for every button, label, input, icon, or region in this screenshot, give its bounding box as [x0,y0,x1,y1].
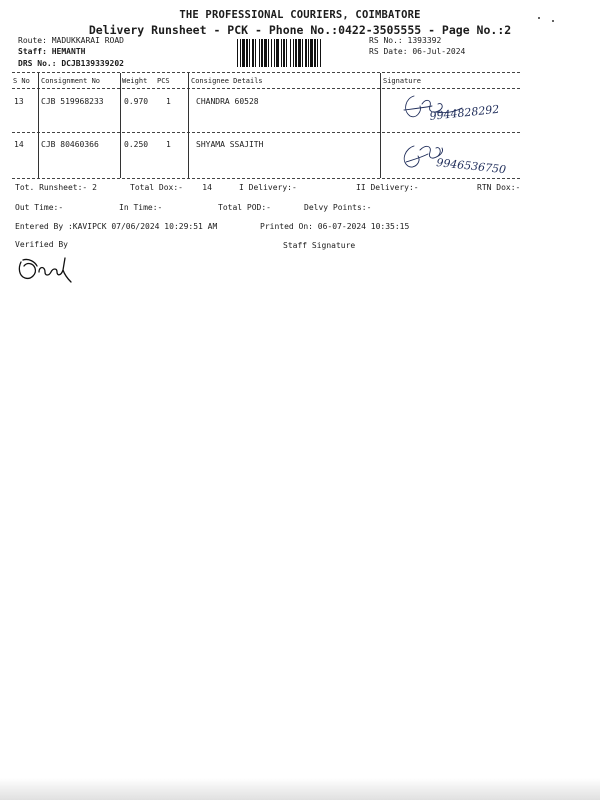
barcode-bar [283,39,285,67]
column-divider [380,73,381,178]
barcode-bar [317,39,318,67]
barcode-bar [261,39,263,67]
row-consignment: CJB 80460366 [41,140,99,149]
barcode-bar [271,39,272,67]
barcode-bar [302,39,303,67]
runsheet-title: Delivery Runsheet - PCK - Phone No.:0422-3505555 - Page No.:2 [88,23,512,37]
barcode-bar [242,39,245,67]
row-divider [12,132,520,133]
col-header-consignment: Consignment No [41,77,101,85]
barcode-bar [293,39,294,67]
barcode-bar [290,39,291,67]
column-divider [120,73,121,178]
barcode-bar [281,39,282,67]
total-dox-label: Total Dox:- [130,183,183,192]
row-weight: 0.250 [124,140,149,149]
barcode-bar [295,39,297,67]
signature-note: 9946536750 [435,156,507,177]
receiver-signature [392,88,532,130]
barcode-bar [298,39,301,67]
table-bottom-rule [12,178,520,179]
drs-value: DCJB139339202 [61,59,124,68]
i-delivery: I Delivery:- [239,183,297,192]
entered-by: Entered By :KAVIPCK 07/06/2024 10:29:51 AM [15,222,218,231]
barcode-bar [320,39,321,67]
rs-no-line [369,36,441,45]
barcode-bar [268,39,269,67]
company-title: THE PROFESSIONAL COURIERS, COIMBATORE [179,9,421,21]
row-consignee: SHYAMA SSAJITH [196,140,264,149]
column-divider [38,73,39,178]
route-line [18,36,124,45]
tot-runsheet: Tot. Runsheet:- 2 [15,183,97,192]
staff-signature-label: Staff Signature [283,241,356,250]
row-weight: 0.970 [124,97,149,106]
col-header-sno: S No [13,77,30,85]
barcode-bar [310,39,313,67]
barcode [237,39,363,67]
barcode-bar [249,39,250,67]
col-header-signature: Signature [383,77,421,85]
total-pod: Total POD:- [218,203,271,212]
out-time: Out Time:- [15,203,64,212]
in-time: In Time:- [119,203,163,212]
rs-date-line [369,47,465,56]
row-consignee: CHANDRA 60528 [196,97,259,106]
col-header-weight: Weight [122,77,148,85]
col-header-pcs: PCS [157,77,170,85]
barcode-bar [246,39,248,67]
drs-line [18,59,124,68]
staff-line [18,47,85,56]
barcode-bar [274,39,275,67]
rs-no-value: 1393392 [407,36,442,45]
ii-delivery: II Delivery:- [356,183,419,192]
total-dox-value: 14 [202,183,212,192]
scanner-shadow [0,778,600,800]
rs-date-value: 06-Jul-2024 [412,47,466,56]
barcode-bar [264,39,267,67]
route-label: Route: [18,36,47,45]
barcode-bar [305,39,307,67]
barcode-bar [240,39,241,67]
staff-value: HEMANTH [51,47,86,56]
row-sno: 13 [14,97,24,106]
receiver-signature [392,136,532,178]
barcode-bar [255,39,256,67]
staff-label: Staff: [18,47,47,56]
table-top-rule [12,72,520,73]
rs-date-label: RS Date: [369,47,408,56]
rs-no-label: RS No.: [369,36,403,45]
barcode-bar [237,39,238,67]
column-divider [188,73,189,178]
rtn-dox: RTN Dox:- [477,183,521,192]
row-sno: 14 [14,140,24,149]
row-pcs: 1 [166,140,171,149]
row-consignment: CJB 519968233 [41,97,104,106]
barcode-bar [259,39,260,67]
verifier-signature [15,250,75,284]
col-header-consignee: Consignee Details [191,77,263,85]
barcode-bar [308,39,309,67]
verified-by-label: Verified By [15,240,68,249]
barcode-bar [314,39,316,67]
row-pcs: 1 [166,97,171,106]
signature-note: 9944828292 [428,102,500,123]
drs-label: DRS No.: [18,59,57,68]
total-dox [130,183,212,192]
barcode-bar [276,39,279,67]
delvy-points: Delvy Points:- [304,203,372,212]
barcode-bar [252,39,254,67]
barcode-bar [286,39,287,67]
printed-on: Printed On: 06-07-2024 10:35:15 [260,222,410,231]
route-value: MADUKKARAI ROAD [51,36,124,45]
